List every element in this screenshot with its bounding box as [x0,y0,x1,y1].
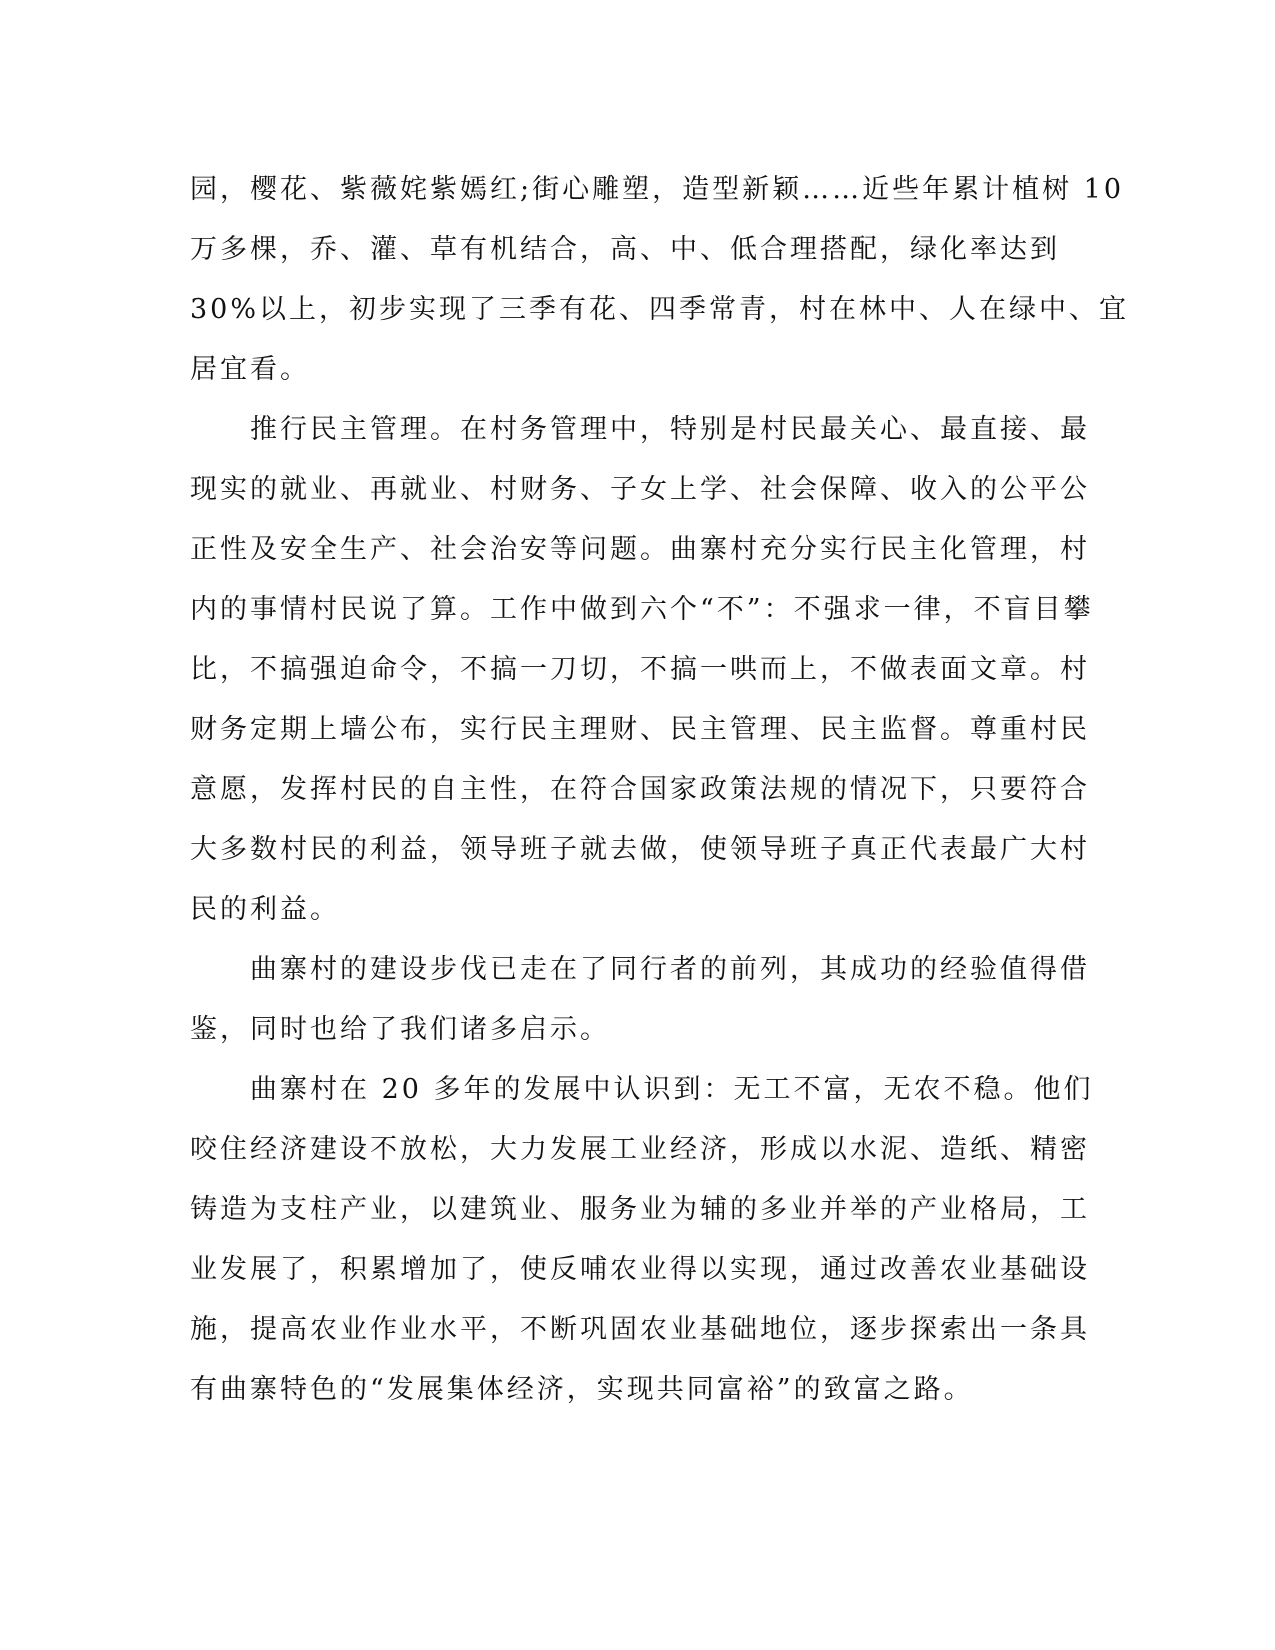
text-line: 内的事情村民说了算。工作中做到六个“不”：不强求一律，不盲目攀 [190,594,1094,625]
text-line: 30%以上，初步实现了三季有花、四季常青，村在林中、人在绿中、宜 [190,294,1130,325]
text-line: 施，提高农业作业水平，不断巩固农业基础地位，逐步探索出一条具 [190,1314,1090,1345]
text-line: 园，樱花、紫薇姹紫嫣红;街心雕塑，造型新颖……近些年累计植树 10 [190,174,1125,205]
text-line: 正性及安全生产、社会治安等问题。曲寨村充分实行民主化管理，村 [190,534,1090,565]
text-line: 鉴，同时也给了我们诸多启示。 [190,1014,610,1045]
paragraph-experience [190,940,1090,1060]
text-line: 曲寨村在 20 多年的发展中认识到：无工不富，无农不稳。他们 [190,1074,1094,1105]
text-line: 居宜看。 [190,354,310,385]
text-line: 铸造为支柱产业，以建筑业、服务业为辅的多业并举的产业格局，工 [190,1194,1090,1225]
text-line: 大多数村民的利益，领导班子就去做，使领导班子真正代表最广大村 [190,834,1090,865]
paragraph-democratic-management [190,400,1094,940]
text-line: 推行民主管理。在村务管理中，特别是村民最关心、最直接、最 [190,414,1090,445]
text-line: 现实的就业、再就业、村财务、子女上学、社会保障、收入的公平公 [190,474,1090,505]
text-line: 比，不搞强迫命令，不搞一刀切，不搞一哄而上，不做表面文章。村 [190,654,1090,685]
text-line: 有曲寨特色的“发展集体经济，实现共同富裕”的致富之路。 [190,1374,974,1405]
text-line: 万多棵，乔、灌、草有机结合，高、中、低合理搭配，绿化率达到 [190,234,1060,265]
text-line: 曲寨村的建设步伐已走在了同行者的前列，其成功的经验值得借 [190,954,1090,985]
text-line: 民的利益。 [190,894,340,925]
text-line: 意愿，发挥村民的自主性，在符合国家政策法规的情况下，只要符合 [190,774,1090,805]
text-line: 业发展了，积累增加了，使反哺农业得以实现，通过改善农业基础设 [190,1254,1090,1285]
paragraph-greening [190,160,1130,400]
text-line: 财务定期上墙公布，实行民主理财、民主管理、民主监督。尊重村民 [190,714,1090,745]
body-text [190,160,1130,1420]
paragraph-development [190,1060,1094,1420]
text-line: 咬住经济建设不放松，大力发展工业经济，形成以水泥、造纸、精密 [190,1134,1090,1165]
